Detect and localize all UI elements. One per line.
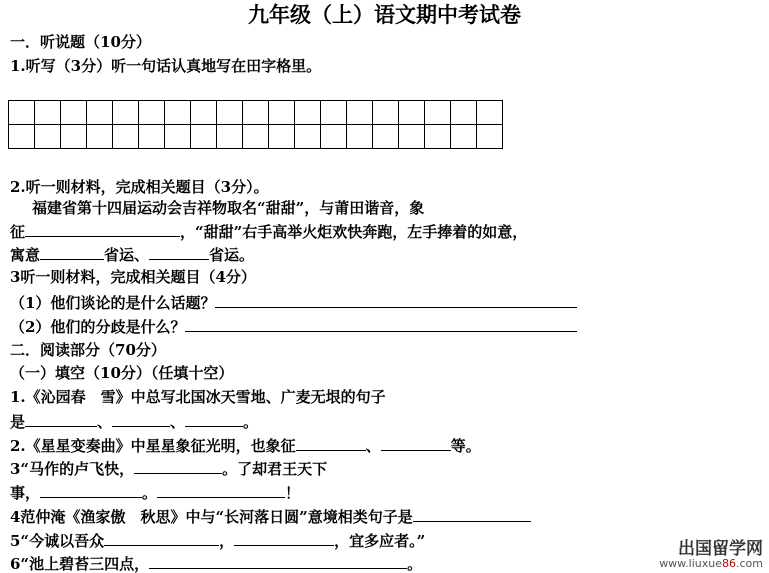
question-2-line2-suffix: ，“甜甜”右手高举火炬欢快奔跑，左手捧着的如意，: [180, 223, 528, 241]
question-3-sub2: [10, 317, 577, 336]
grid-cell[interactable]: [451, 125, 477, 149]
grid-cell[interactable]: [295, 101, 321, 125]
watermark-url-suffix: .com: [736, 557, 763, 570]
answer-blank[interactable]: [134, 459, 222, 474]
reading-q3-line2-prefix: 事，: [10, 484, 41, 502]
answer-blank[interactable]: [296, 436, 366, 451]
grid-cell[interactable]: [477, 101, 503, 125]
section1-heading: 一．听说题（10分）: [10, 33, 151, 51]
answer-blank[interactable]: [104, 531, 219, 546]
answer-blank[interactable]: [40, 245, 104, 260]
grid-cell[interactable]: [87, 101, 113, 125]
grid-cell[interactable]: [321, 101, 347, 125]
reading-q3-line1: [10, 459, 327, 478]
grid-cell[interactable]: [217, 101, 243, 125]
question-2-line3-suffix: 省运。: [209, 246, 255, 264]
answer-blank[interactable]: [25, 222, 180, 237]
answer-blank[interactable]: [381, 436, 451, 451]
reading-q4: [10, 507, 531, 526]
reading-q1-sep2: 、: [170, 413, 186, 431]
question-2-line3-prefix: 寓意: [10, 246, 41, 264]
reading-q2-prefix: 2.《星星变奏曲》中星星象征光明，也象征: [10, 437, 296, 455]
question-3-sub1: [10, 293, 577, 312]
grid-cell[interactable]: [243, 125, 269, 149]
watermark-url-prefix: www.liuxue: [659, 557, 722, 570]
question-2-line1: 福建省第十四届运动会吉祥物取名“甜甜”，与莆田谐音，象: [32, 199, 425, 217]
grid-cell[interactable]: [9, 101, 35, 125]
answer-blank[interactable]: [185, 317, 577, 332]
watermark: [659, 541, 763, 569]
grid-cell[interactable]: [477, 125, 503, 149]
reading-q6: [10, 554, 422, 573]
grid-cell[interactable]: [269, 125, 295, 149]
reading-q4-text: 4范仲淹《渔家傲 秋思》中与“长河落日圆”意境相类句子是: [10, 508, 413, 526]
grid-row: [9, 101, 503, 125]
reading-q1-sep1: 、: [97, 413, 113, 431]
reading-q1-line2: [10, 412, 258, 431]
reading-q2-end: 等。: [450, 437, 481, 455]
grid-cell[interactable]: [191, 101, 217, 125]
grid-cell[interactable]: [295, 125, 321, 149]
question-1: 1.听写（3分）听一句话认真地写在田字格里。: [10, 57, 322, 75]
grid-cell[interactable]: [373, 125, 399, 149]
grid-cell[interactable]: [87, 125, 113, 149]
grid-cell[interactable]: [165, 101, 191, 125]
reading-q3-line2: [10, 483, 300, 502]
reading-q5: [10, 531, 425, 550]
grid-cell[interactable]: [425, 125, 451, 149]
watermark-title: 出国留学网: [678, 539, 763, 559]
grid-cell[interactable]: [9, 125, 35, 149]
answer-blank[interactable]: [157, 483, 285, 498]
answer-blank[interactable]: [234, 531, 334, 546]
grid-cell[interactable]: [243, 101, 269, 125]
grid-cell[interactable]: [217, 125, 243, 149]
grid-cell[interactable]: [61, 101, 87, 125]
question-2-line3-mid: 省运、: [104, 246, 150, 264]
question-3-sub1-label: （1）他们谈论的是什么话题？: [10, 294, 216, 312]
answer-blank[interactable]: [149, 554, 407, 569]
grid-cell[interactable]: [113, 125, 139, 149]
reading-q1-prefix: 是: [10, 413, 26, 431]
grid-cell[interactable]: [399, 101, 425, 125]
grid-cell[interactable]: [269, 101, 295, 125]
question-2-line2-prefix: 征: [10, 223, 26, 241]
question-2: 2.听一则材料，完成相关题目（3分）。: [10, 178, 269, 196]
grid-cell[interactable]: [451, 101, 477, 125]
grid-row: [9, 125, 503, 149]
reading-q3-line1-prefix: 3“马作的卢飞快，: [10, 460, 135, 478]
reading-q3-line2-end: ！: [285, 484, 301, 502]
grid-cell[interactable]: [425, 101, 451, 125]
reading-q1-line1: 1.《沁园春 雪》中总写北国冰天雪地、广麦无垠的句子: [10, 388, 386, 406]
grid-cell[interactable]: [399, 125, 425, 149]
grid-cell[interactable]: [347, 101, 373, 125]
reading-q2-sep: 、: [365, 437, 381, 455]
section2-heading: 二．阅读部分（70分）: [10, 341, 166, 359]
watermark-url: [659, 558, 763, 569]
reading-q2: [10, 436, 481, 455]
answer-blank[interactable]: [40, 483, 142, 498]
answer-blank[interactable]: [25, 412, 97, 427]
grid-cell[interactable]: [373, 101, 399, 125]
answer-blank[interactable]: [112, 412, 170, 427]
grid-cell[interactable]: [139, 125, 165, 149]
watermark-url-number: 86: [722, 557, 736, 570]
question-2-line3: [10, 245, 254, 264]
reading-q3-line2-mid: 。: [142, 484, 158, 502]
reading-q5-sep: ，: [219, 532, 235, 550]
page-title: 九年级（上）语文期中考试卷: [248, 2, 521, 27]
grid-cell[interactable]: [347, 125, 373, 149]
grid-cell[interactable]: [191, 125, 217, 149]
grid-cell[interactable]: [165, 125, 191, 149]
writing-grid[interactable]: [8, 100, 503, 149]
grid-cell[interactable]: [139, 101, 165, 125]
reading-q5-end: ，宜多应者。”: [334, 532, 426, 550]
section2-subheading: （一）填空（10分）（任填十空）: [10, 364, 234, 382]
grid-cell[interactable]: [113, 101, 139, 125]
reading-q3-line1-suffix: 。了却君王天下: [222, 460, 328, 478]
grid-cell[interactable]: [61, 125, 87, 149]
answer-blank[interactable]: [185, 412, 243, 427]
reading-q5-prefix: 5“今诚以吾众: [10, 532, 105, 550]
reading-q1-end: 。: [243, 413, 259, 431]
answer-blank[interactable]: [149, 245, 209, 260]
answer-blank[interactable]: [413, 507, 531, 522]
grid-cell[interactable]: [321, 125, 347, 149]
reading-q6-end: 。: [407, 555, 423, 573]
answer-blank[interactable]: [215, 293, 577, 308]
question-2-line2: [10, 222, 527, 241]
question-3-sub2-label: （2）他们的分歧是什么？: [10, 318, 186, 336]
grid-cell[interactable]: [35, 125, 61, 149]
question-3: 3听一则材料，完成相关题目（4分）: [10, 268, 256, 286]
grid-cell[interactable]: [35, 101, 61, 125]
reading-q6-prefix: 6“池上碧苔三四点，: [10, 555, 150, 573]
